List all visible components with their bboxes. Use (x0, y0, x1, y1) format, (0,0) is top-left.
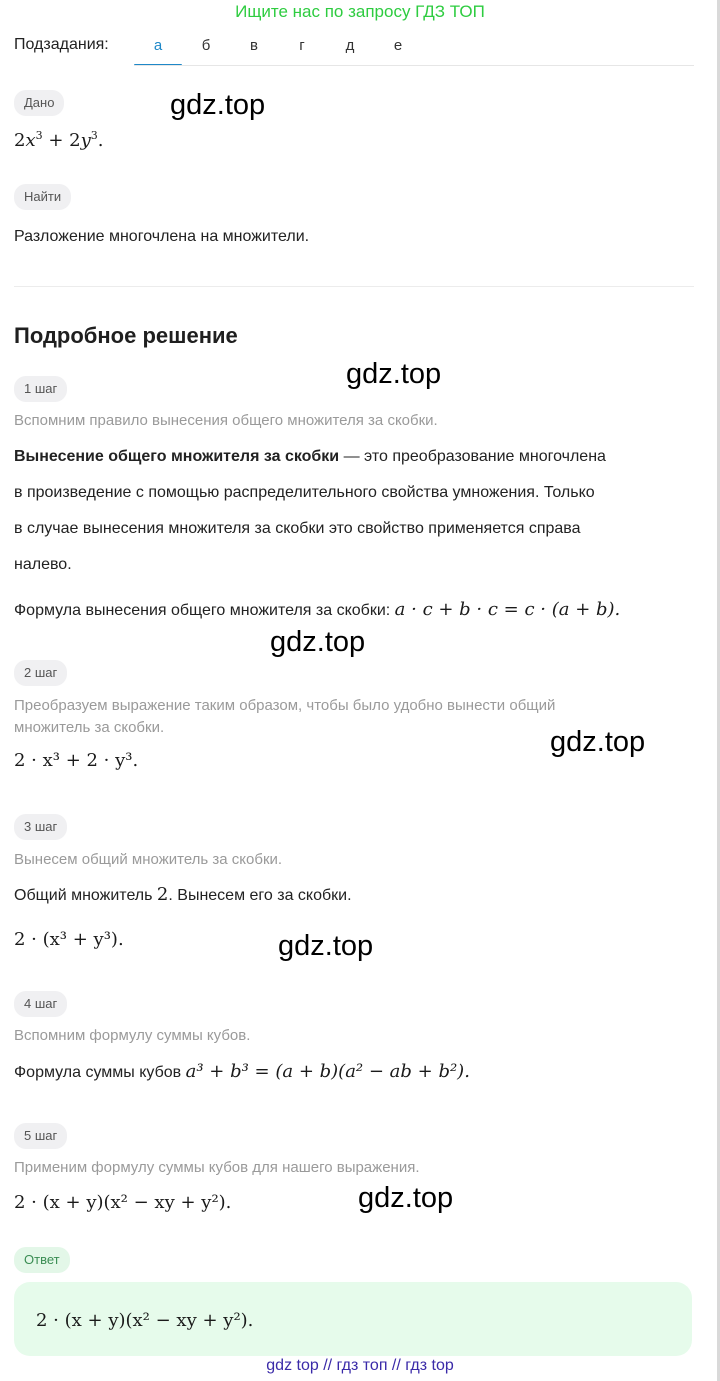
section-divider (14, 286, 694, 287)
watermark: gdz.top (358, 1182, 454, 1214)
step4-chip-wrap (14, 991, 67, 1017)
given-chip: Дано (14, 90, 64, 116)
watermark: gdz.top (270, 626, 366, 658)
step1-definition: Вынесение общего множителя за скобки — это преобразование многочлена в произведение с помощью распределительного свойства умножения. Только в случае вынесения множителя за скобки это свойство применяется справа налево. (14, 448, 606, 573)
tabs-divider (134, 65, 694, 66)
step2-chip: 2 шаг (14, 660, 67, 686)
step4-chip: 4 шаг (14, 991, 67, 1017)
step5-expression: 2 · (x + y)(x² − xy + y²). (14, 1192, 232, 1213)
tab-a[interactable]: а (134, 30, 182, 66)
answer-chip: Ответ (14, 1247, 70, 1273)
step3-text: Общий множитель 2. Вынесем его за скобки. (14, 884, 352, 905)
step1-chip-wrap (14, 376, 67, 402)
tab-v[interactable]: в (250, 37, 258, 54)
tab-b[interactable]: б (201, 37, 211, 54)
given-chip-wrap (14, 90, 64, 116)
tab-e[interactable]: е (393, 37, 403, 54)
watermark: gdz.top (550, 726, 646, 758)
step1-chip: 1 шаг (14, 376, 67, 402)
tab-d[interactable]: д (345, 37, 355, 54)
answer-chip-wrap (14, 1247, 70, 1273)
step1-formula: Формула вынесения общего множителя за скобки: a · c + b · c = c · (a + b). (14, 599, 621, 620)
given-expression: $2x^3 + 2y^3$. (14, 129, 104, 151)
step4-formula: Формула суммы кубов a³ + b³ = (a + b)(a² − ab + b²). (14, 1061, 470, 1082)
answer-expression: 2 · (x + y)(x² − xy + y²). (36, 1310, 254, 1331)
subtasks-label: Подзадания: (14, 36, 109, 53)
step2-chip-wrap (14, 660, 67, 686)
step2-expression: 2 · x³ + 2 · y³. (14, 750, 139, 771)
find-text: Разложение многочлена на множители. (14, 228, 310, 245)
step5-hint: Применим формулу суммы кубов для нашего выражения. (14, 1159, 420, 1176)
find-chip-wrap (14, 184, 71, 210)
step4-hint: Вспомним формулу суммы кубов. (14, 1027, 251, 1044)
footer-links: gdz top // гдз топ // гдз top (266, 1357, 454, 1374)
tab-g[interactable]: г (299, 37, 305, 54)
step3-chip: 3 шаг (14, 814, 67, 840)
step3-chip-wrap (14, 814, 67, 840)
step3-hint: Вынесем общий множитель за скобки. (14, 851, 283, 868)
step5-chip: 5 шаг (14, 1123, 67, 1149)
solution-title: Подробное решение (14, 323, 238, 348)
watermark: gdz.top (170, 89, 266, 121)
step5-chip-wrap (14, 1123, 67, 1149)
step2-hint: Преобразуем выражение таким образом, чтобы было удобно вынести общий множитель за скобки. (14, 697, 556, 736)
step1-hint: Вспомним правило вынесения общего множителя за скобки. (14, 412, 438, 429)
find-chip: Найти (14, 184, 71, 210)
watermark: gdz.top (346, 358, 442, 390)
subtask-tabs (134, 30, 422, 66)
watermark: gdz.top (278, 930, 374, 962)
top-banner: Ищите нас по запросу ГДЗ ТОП (235, 2, 485, 21)
step3-expression: 2 · (x³ + y³). (14, 929, 124, 950)
